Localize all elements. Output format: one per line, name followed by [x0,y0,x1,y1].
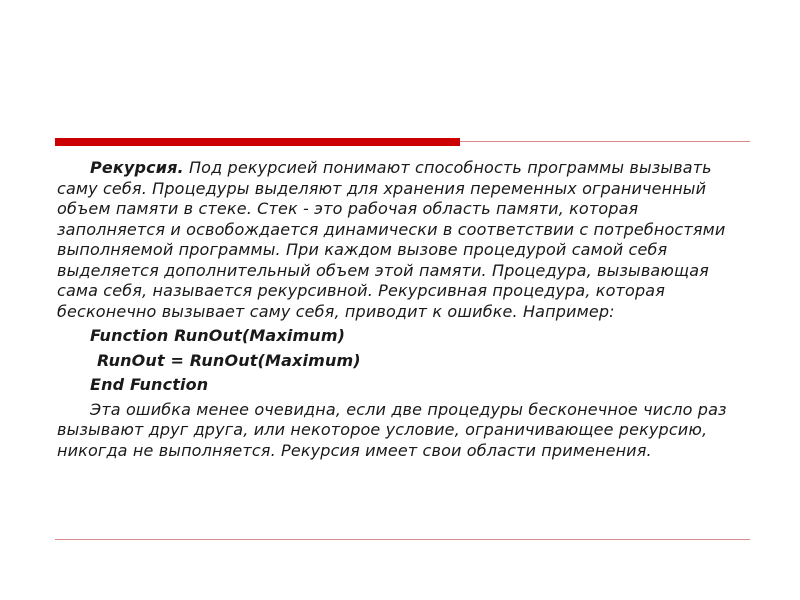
code-line-end: End Function [90,375,209,394]
footer-divider-line [55,539,750,540]
paragraph-text: Под рекурсией понимают способность программы вызывать саму себя. Процедуры выделяют для хранения переменных ограниченный объем памяти в стеке. Стек - это рабочая область памяти, которая заполняется и освобождается динамически в соответствии с потребностями выполняемой программы. При каждом вызове процедурой самой себя выделяется дополнительный объем этой памяти. Процедура, вызывающая сама себя, называется рекурсивной. Рекурсивная процедура, которая бесконечно вызывает саму себя, приводит к ошибке. Например: [57,158,726,321]
paragraph-note: Эта ошибка менее очевидна, если две процедуры бесконечное число раз вызывают друг друга, или некоторое условие, ограничивающее рекурсию, никогда не выполняется. Рекурсия имеет свои области применения. [57,399,727,460]
code-line-function: Function RunOut(Maximum) [90,326,346,345]
paragraph-recursion-definition [57,158,747,322]
title-accent-bar [55,138,460,146]
term-lead: Рекурсия. [90,158,184,177]
code-line-body: RunOut = RunOut(Maximum) [97,350,361,370]
title-divider-line [460,141,750,142]
slide-body [57,158,747,465]
